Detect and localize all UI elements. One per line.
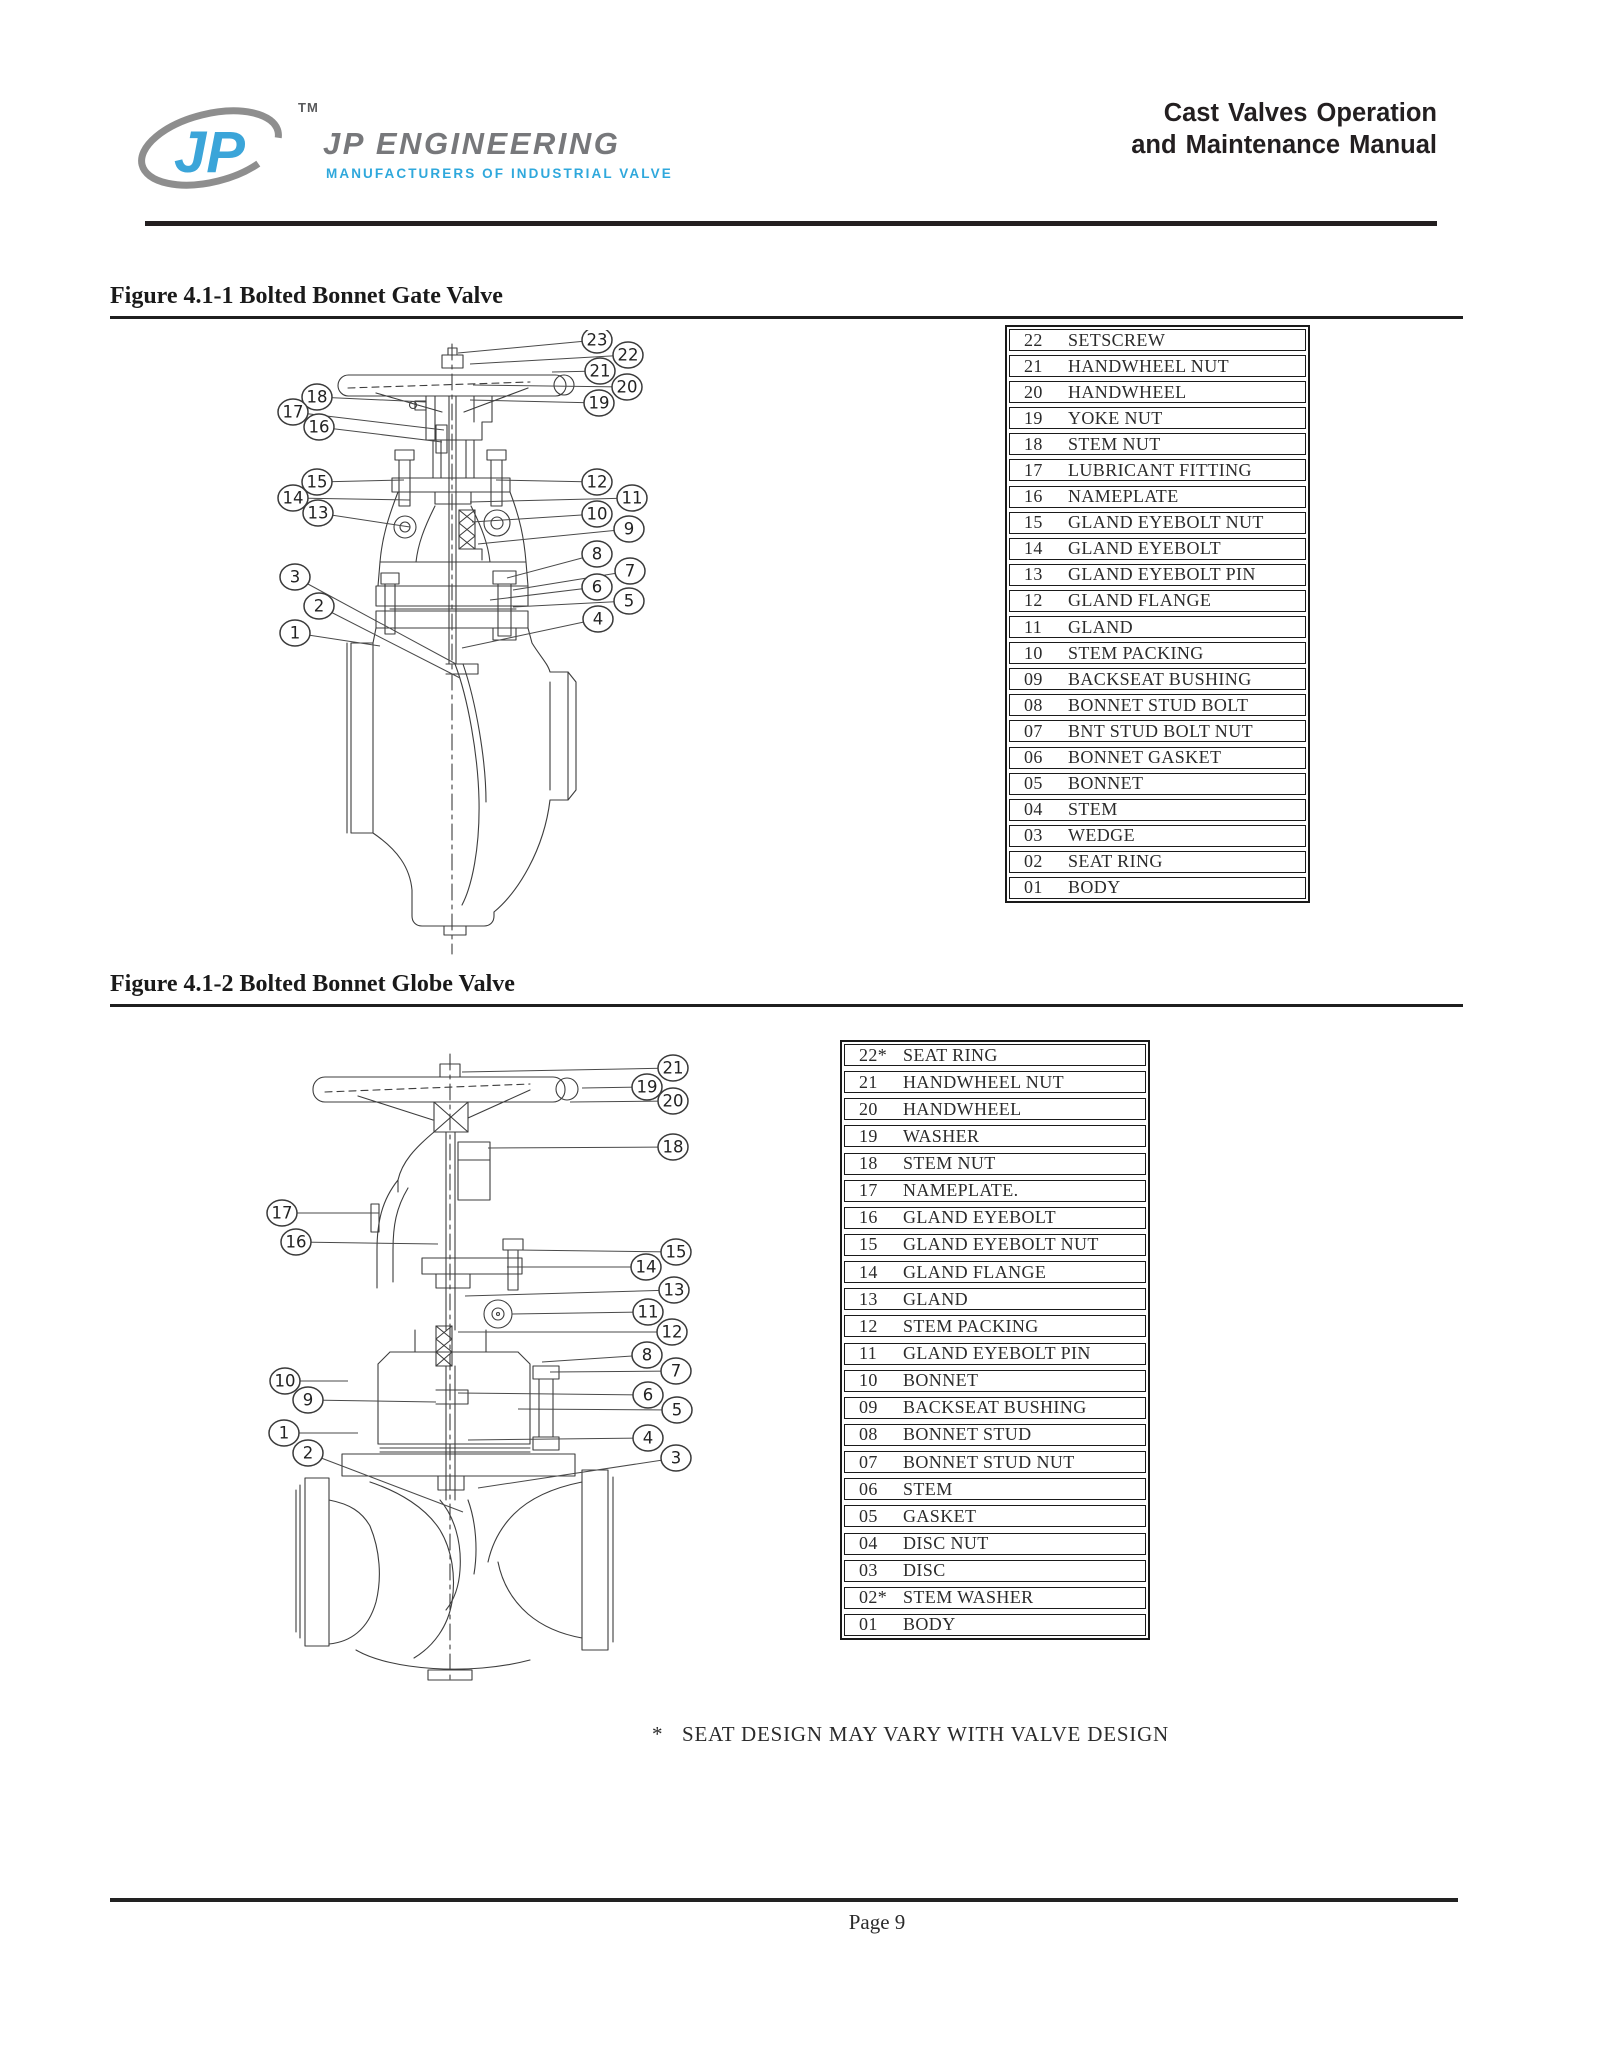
part-name: NAMEPLATE. [903,1180,1019,1201]
part-name: STEM [903,1478,953,1499]
callout-number: 16 [308,417,330,437]
callout-number: 4 [642,1428,654,1448]
part-row [1009,407,1306,429]
part-row [1009,825,1306,847]
callout-number: 17 [282,402,304,422]
part-number: 10 [859,1370,878,1391]
callout-leader-line [550,1371,676,1372]
part-name: BONNET GASKET [1068,747,1222,767]
callout-number: 21 [589,361,611,381]
callout-leader-line [319,606,460,678]
seat-design-footnote [652,1722,1169,1747]
part-row [1009,381,1306,403]
part-row [1009,512,1306,534]
callout-leader-line [308,1453,463,1512]
part-name: BONNET STUD [903,1424,1032,1445]
trademark-symbol: TM [298,100,319,115]
document-title [990,97,1437,161]
part-number: 21 [859,1071,878,1092]
part-name: BONNET STUD BOLT [1068,694,1249,715]
part-name: STEM PACKING [1068,642,1204,663]
callout-leader-line [293,498,410,500]
gate-valve-drawing [338,344,576,954]
footnote-text: SEAT DESIGN MAY VARY WITH VALVE DESIGN [682,1722,1170,1746]
brand-name: JP ENGINEERING [323,126,621,161]
part-row [844,1125,1146,1147]
callout-number: 5 [671,1400,683,1420]
part-number: 08 [1024,694,1043,715]
gate-valve-diagram [230,330,680,960]
callout-leader-line [458,340,597,353]
jp-monogram-text: JP [174,120,245,185]
callout-number: 4 [592,609,604,629]
part-number: 12 [859,1315,878,1336]
callout-number: 6 [591,577,603,597]
part-name: HANDWHEEL NUT [1068,355,1229,376]
part-row [844,1071,1146,1093]
part-row [844,1044,1146,1066]
part-row [844,1560,1146,1582]
part-name: GASKET [903,1505,977,1526]
callout-leader-line [478,529,629,544]
part-number: 20 [859,1098,878,1119]
part-row [1009,694,1306,716]
part-row [844,1451,1146,1473]
part-row [1009,773,1306,795]
part-number: 22 [1024,329,1043,350]
part-name: GLAND [903,1288,968,1309]
part-number: 18 [859,1153,878,1174]
part-name: WASHER [903,1125,980,1146]
callout-leader-line [317,397,426,402]
part-name: GLAND EYEBOLT [903,1207,1057,1228]
part-number: 17 [1024,459,1043,480]
part-number: 14 [1024,538,1043,559]
footer-rule [110,1898,1458,1902]
callout-number: 19 [588,393,610,413]
part-row [1009,668,1306,690]
part-row [844,1153,1146,1175]
part-number: 12 [1024,590,1043,611]
figure1-rule [110,316,1463,319]
part-name: BACKSEAT BUSHING [1068,668,1252,689]
part-row [844,1587,1146,1609]
part-number: 16 [859,1207,878,1228]
part-row [844,1343,1146,1365]
part-row [844,1478,1146,1500]
part-number: 18 [1024,433,1043,454]
callout-number: 10 [586,504,608,524]
callout-number: 18 [306,387,328,407]
part-name: YOKE NUT [1068,407,1163,428]
part-row [1009,642,1306,664]
part-row [1009,799,1306,821]
callout-leader-line [518,1409,677,1410]
callout-number: 12 [661,1322,683,1342]
part-number: 03 [859,1560,878,1581]
part-name: STEM NUT [1068,433,1161,454]
part-row [1009,329,1306,351]
callout-leader-line [465,1290,674,1296]
brand-tagline: MANUFACTURERS OF INDUSTRIAL VALVE [326,166,673,181]
footnote-asterisk: * [652,1722,664,1746]
part-number: 11 [1024,616,1043,637]
part-number: 09 [859,1397,878,1418]
part-row [844,1397,1146,1419]
part-row [844,1207,1146,1229]
figure1-title: Figure 4.1-1 Bolted Bonnet Gate Valve [110,283,503,309]
part-name: SETSCREW [1068,329,1166,350]
part-name: STEM PACKING [903,1315,1039,1336]
part-name: GLAND EYEBOLT PIN [1068,564,1256,585]
figure2-title: Figure 4.1-2 Bolted Bonnet Globe Valve [110,971,515,997]
part-number: 01 [1024,877,1043,898]
callout-number: 1 [278,1423,290,1443]
part-row [844,1315,1146,1337]
part-name: GLAND [1068,616,1133,637]
part-row [844,1614,1146,1636]
part-number: 08 [859,1424,878,1445]
part-number: 04 [859,1533,878,1554]
part-name: WEDGE [1068,825,1135,846]
part-row [844,1234,1146,1256]
part-row [1009,590,1306,612]
header-rule [145,221,1437,226]
figure2-rule [110,1004,1463,1007]
callout-number: 8 [641,1345,653,1365]
callout-number: 20 [616,377,638,397]
part-number: 06 [1024,747,1043,767]
part-name: SEAT RING [903,1044,998,1065]
part-row [844,1098,1146,1120]
part-row [844,1288,1146,1310]
part-name: GLAND EYEBOLT [1068,538,1222,559]
part-row [1009,720,1306,742]
part-number: 01 [859,1614,878,1635]
part-row [1009,564,1306,586]
callout-number: 7 [624,561,636,581]
callout-number: 14 [635,1257,657,1277]
callout-leader-line [308,1400,436,1402]
part-row [844,1505,1146,1527]
globe-valve-diagram [230,1030,700,1690]
callout-number: 7 [670,1361,682,1381]
callout-number: 3 [670,1448,682,1468]
callout-number: 10 [274,1371,296,1391]
callout-leader-line [296,1242,438,1244]
part-number: 10 [1024,642,1043,663]
callout-leader-line [542,1355,647,1362]
callout-number: 16 [285,1232,307,1252]
part-number: 05 [859,1505,878,1526]
callout-number: 3 [289,567,301,587]
document-title-line1: Cast Valves Operation [1163,99,1437,127]
part-number: 13 [859,1288,878,1309]
part-row [844,1261,1146,1283]
callout-leader-line [470,498,632,502]
callout-number: 1 [289,623,301,643]
part-number: 04 [1024,799,1043,820]
callout-number: 12 [586,472,608,492]
part-row [1009,433,1306,455]
callout-number: 11 [637,1302,659,1322]
part-name: GLAND EYEBOLT NUT [903,1234,1099,1255]
part-number: 15 [1024,512,1043,533]
callout-number: 17 [271,1203,293,1223]
part-row [1009,851,1306,873]
callout-number: 13 [307,503,329,523]
page-number: Page 9 [848,1910,906,1934]
part-number: 07 [1024,720,1043,741]
part-name: NAMEPLATE [1068,486,1179,507]
callout-number: 19 [636,1077,658,1097]
part-name: BONNET STUD NUT [903,1451,1075,1472]
callout-leader-line [462,1068,673,1072]
callout-leader-line [517,1250,676,1252]
part-number: 07 [859,1451,878,1472]
part-name: GLAND EYEBOLT PIN [903,1343,1091,1364]
part-number: 05 [1024,773,1043,794]
part-name: SEAT RING [1068,851,1163,872]
part-row [1009,459,1306,481]
part-number: 02 [1024,851,1043,872]
callout-leader-line [513,601,629,607]
callout-number: 15 [665,1242,687,1262]
part-row [844,1180,1146,1202]
jp-logo-monogram [122,98,297,190]
part-number: 06 [859,1478,878,1499]
part-number: 03 [1024,825,1043,846]
part-number: 20 [1024,381,1043,402]
part-name: LUBRICANT FITTING [1068,459,1252,480]
part-name: STEM WASHER [903,1587,1034,1608]
part-number: 16 [1024,486,1043,507]
part-row [1009,877,1306,899]
part-name: DISC NUT [903,1533,989,1554]
part-name: STEM NUT [903,1153,996,1174]
part-name: BACKSEAT BUSHING [903,1397,1087,1418]
callout-number: 8 [591,544,603,564]
part-name: HANDWHEEL [903,1098,1022,1119]
callout-number: 18 [662,1137,684,1157]
part-name: BNT STUD BOLT NUT [1068,720,1253,741]
part-number: 17 [859,1180,878,1201]
callout-leader-line [468,1438,648,1440]
callout-number: 5 [623,591,635,611]
part-name: STEM [1068,799,1118,820]
part-number: 15 [859,1234,878,1255]
part-number: 21 [1024,355,1043,376]
callout-leader-line [319,427,442,442]
part-number: 13 [1024,564,1043,585]
callout-leader-line [473,385,627,387]
part-name: BONNET [903,1370,979,1391]
part-name: BODY [903,1614,956,1635]
callout-number: 15 [306,472,328,492]
callout-number: 20 [662,1091,684,1111]
part-number: 14 [859,1261,878,1282]
part-row [1009,486,1306,508]
part-number: 09 [1024,668,1043,689]
callout-number: 6 [642,1385,654,1405]
callout-leader-line [512,1312,648,1314]
part-number: 19 [1024,407,1043,428]
callout-number: 23 [586,330,608,350]
callout-number: 11 [621,488,643,508]
callout-number: 21 [662,1058,684,1078]
part-number: 11 [859,1343,878,1364]
part-row [1009,616,1306,638]
part-name: HANDWHEEL NUT [903,1071,1064,1092]
callout-number: 9 [302,1390,314,1410]
callout-leader-line [488,1147,673,1148]
part-name: BONNET [1068,773,1144,794]
callout-number: 14 [282,488,304,508]
callout-number: 22 [617,345,639,365]
part-number: 19 [859,1125,878,1146]
part-row [1009,355,1306,377]
callout-number: 9 [623,519,635,539]
part-name: DISC [903,1560,946,1581]
callout-number: 13 [663,1280,685,1300]
callout-leader-line [472,514,597,522]
part-name: BODY [1068,877,1121,898]
part-row [844,1370,1146,1392]
part-name: GLAND FLANGE [903,1261,1047,1282]
callout-leader-line [490,587,597,600]
part-row [844,1533,1146,1555]
part-number: 22* [859,1044,888,1065]
part-name: GLAND FLANGE [1068,590,1212,611]
callout-leader-line [462,619,598,648]
globe-valve-callouts [267,1055,692,1512]
part-name: GLAND EYEBOLT NUT [1068,512,1264,533]
part-row [1009,538,1306,560]
document-title-line2: and Maintenance Manual [1131,131,1437,159]
globe-valve-parts-table [840,1040,1150,1640]
part-number: 02* [859,1587,888,1608]
callout-number: 2 [313,596,325,616]
callout-number: 2 [302,1443,314,1463]
part-name: HANDWHEEL [1068,381,1187,402]
part-row [1009,747,1306,769]
part-row [844,1424,1146,1446]
gate-valve-parts-table [1005,325,1310,903]
